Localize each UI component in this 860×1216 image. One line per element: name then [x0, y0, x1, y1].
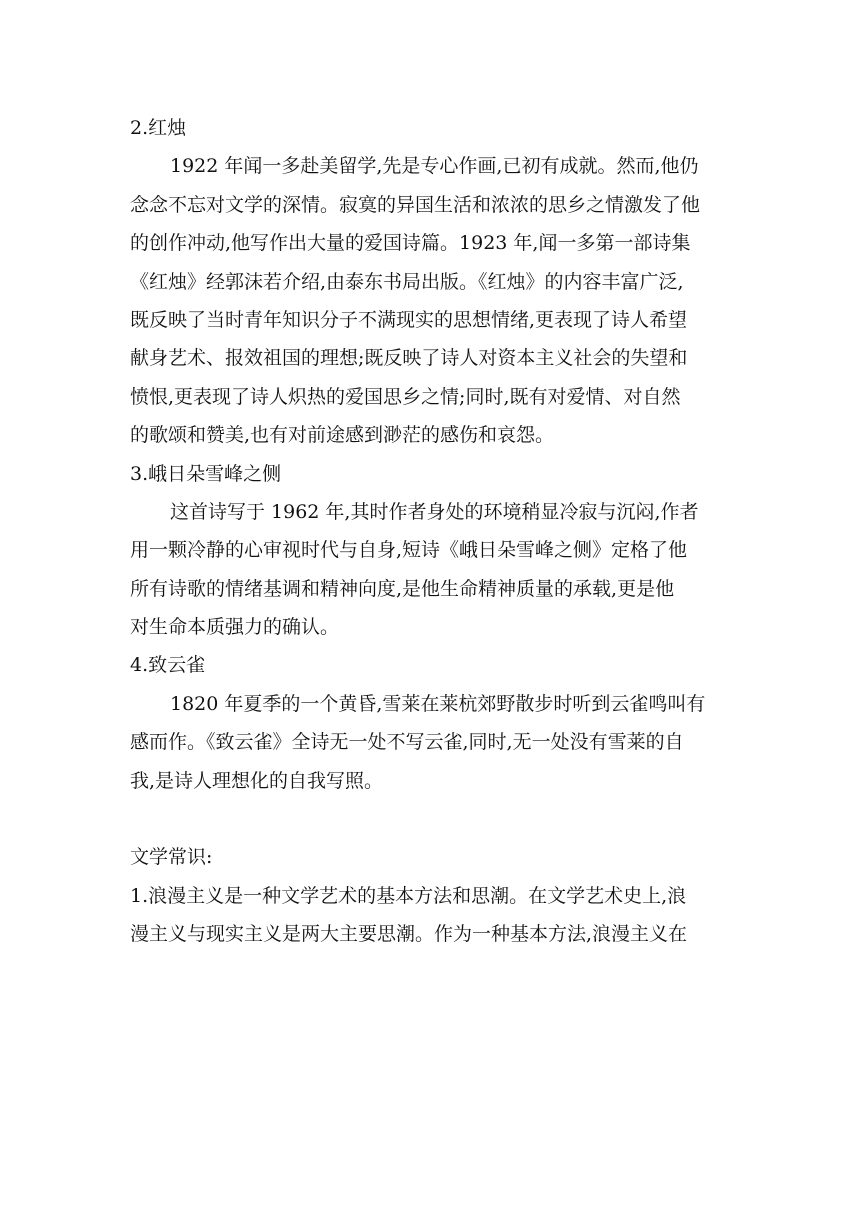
section-heading: 3.峨日朵雪峰之侧 — [130, 462, 282, 485]
paragraph-line: 所有诗歌的情绪基调和精神向度,是他生命精神质量的承载,更是他 — [130, 577, 675, 600]
paragraph-line: 漫主义与现实主义是两大主要思潮。作为一种基本方法,浪漫主义在 — [130, 923, 688, 946]
paragraph-line: 我,是诗人理想化的自我写照。 — [130, 769, 384, 792]
section-literary-knowledge — [130, 838, 730, 953]
paragraph-line: 的创作冲动,他写作出大量的爱国诗篇。1923 年,闻一多第一部诗集 — [130, 232, 691, 255]
section-heading: 2.红烛 — [130, 117, 187, 139]
paragraph-line: 感而作。《致云雀》全诗无一处不写云雀,同时,无一处没有雪莱的自 — [130, 731, 684, 754]
paragraph-line: 1922 年闻一多赴美留学,先是专心作画,已初有成就。然而,他仍 — [170, 155, 699, 178]
paragraph-line: 《红烛》经郭沫若介绍,由泰东书局出版。《红烛》的内容丰富广泛, — [130, 270, 684, 293]
section-heading: 文学常识: — [130, 846, 213, 869]
section-heading: 4.致云雀 — [130, 654, 206, 677]
paragraph-line: 用一颗冷静的心审视时代与自身,短诗《峨日朵雪峰之侧》定格了他 — [130, 539, 688, 562]
paragraph-line: 愤恨,更表现了诗人炽热的爱国思乡之情;同时,既有对爱情、对自然 — [130, 385, 681, 408]
paragraph-line: 对生命本质强力的确认。 — [130, 616, 340, 639]
document-page — [130, 109, 730, 954]
paragraph-line: 这首诗写于 1962 年,其时作者身处的环境稍显冷寂与沉闷,作者 — [170, 500, 699, 523]
paragraph-line: 1.浪漫主义是一种文学艺术的基本方法和思潮。在文学艺术史上,浪 — [130, 884, 687, 907]
paragraph-line: 献身艺术、报效祖国的理想;既反映了诗人对资本主义社会的失望和 — [130, 347, 688, 370]
paragraph-line: 念念不忘对文学的深情。寂寞的异国生活和浓浓的思乡之情激发了他 — [130, 193, 701, 216]
section-eriduo-xuefeng — [130, 455, 730, 647]
paragraph-line: 1820 年夏季的一个黄昏,雪莱在莱杭郊野散步时听到云雀鸣叫有 — [170, 692, 706, 715]
paragraph-line: 的歌颂和赞美,也有对前途感到渺茫的感伤和哀怨。 — [130, 424, 555, 447]
blank-line — [130, 800, 730, 838]
paragraph-line: 既反映了当时青年知识分子不满现实的思想情绪,更表现了诗人希望 — [130, 308, 688, 331]
section-zhi-yunque — [130, 646, 730, 800]
section-honglazhu — [130, 109, 730, 455]
